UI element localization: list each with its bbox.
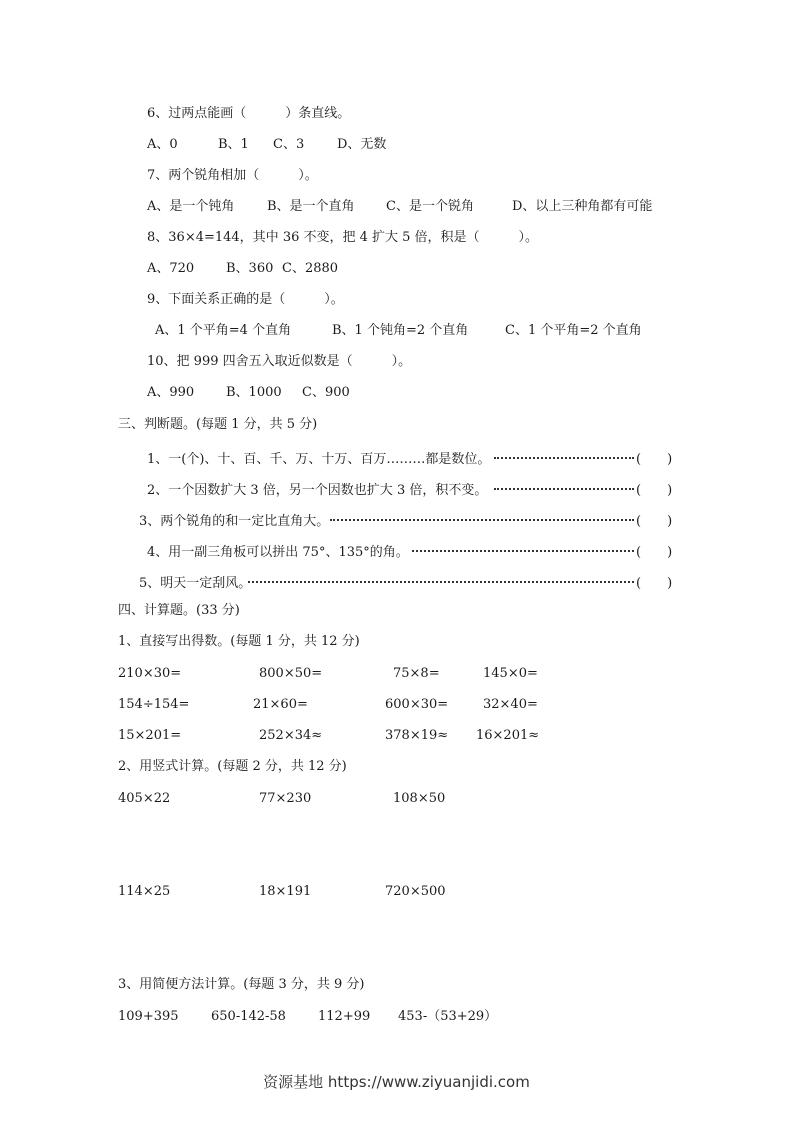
question-7-option-c: C、是一个锐角 xyxy=(386,199,474,214)
simplify-calc-item: 109+395 xyxy=(118,1009,179,1024)
judge-statement: 4、用一副三角板可以拼出 75°、135°的角。 xyxy=(147,545,409,560)
mental-calc-item: 378×19≈ xyxy=(385,728,449,743)
answer-bracket[interactable]: ( ) xyxy=(636,483,673,498)
calc-section-heading: 四、计算题。(33 分) xyxy=(118,603,240,618)
mental-calc-item: 15×201= xyxy=(118,728,182,743)
calc-part1-title: 1、直接写出得数。(每题 1 分，共 12 分) xyxy=(118,634,360,649)
dot-leader xyxy=(494,488,634,490)
mental-calc-item: 154÷154= xyxy=(118,697,190,712)
question-9-option-b: B、1 个钝角=2 个直角 xyxy=(332,323,469,338)
question-7-option-b: B、是一个直角 xyxy=(267,199,355,214)
question-8-option-b: B、360 xyxy=(226,261,274,276)
mental-calc-item: 145×0= xyxy=(483,666,538,681)
judge-section-heading: 三、判断题。(每题 1 分，共 5 分) xyxy=(118,417,318,432)
dot-leader xyxy=(330,519,634,521)
simplify-calc-item: 112+99 xyxy=(318,1009,371,1024)
vertical-calc-item: 108×50 xyxy=(393,791,446,806)
mental-calc-item: 800×50= xyxy=(259,666,323,681)
question-6-option-a: A、0 xyxy=(147,137,178,152)
dot-leader xyxy=(248,581,634,583)
question-6-option-c: C、3 xyxy=(273,137,305,152)
question-6-option-b: B、1 xyxy=(218,137,249,152)
mental-calc-item: 75×8= xyxy=(393,666,440,681)
footer-watermark: 资源基地 https://www.ziyuanjidi.com xyxy=(263,1073,530,1091)
question-7-option-d: D、以上三种角都有可能 xyxy=(512,199,653,214)
judge-item-5 xyxy=(0,572,793,591)
question-10-option-c: C、900 xyxy=(302,385,350,400)
answer-bracket[interactable]: ( ) xyxy=(636,514,673,529)
question-10-option-b: B、1000 xyxy=(226,385,282,400)
judge-statement: 2、一个因数扩大 3 倍，另一个因数也扩大 3 倍，积不变。 xyxy=(147,483,488,498)
dot-leader xyxy=(412,550,634,552)
question-10-option-a: A、990 xyxy=(147,385,195,400)
judge-statement: 1、一(个)、十、百、千、万、十万、百万………都是数位。 xyxy=(147,452,491,467)
mental-calc-item: 32×40= xyxy=(483,697,538,712)
dot-leader xyxy=(494,457,634,459)
judge-item-3 xyxy=(0,510,793,529)
mental-calc-item: 600×30= xyxy=(385,697,449,712)
mental-calc-item: 21×60= xyxy=(253,697,308,712)
question-8-option-a: A、720 xyxy=(147,261,195,276)
question-9-option-a: A、1 个平角=4 个直角 xyxy=(155,323,292,338)
judge-item-2 xyxy=(0,479,793,498)
simplify-calc-item: 650-142-58 xyxy=(211,1009,286,1024)
question-10-stem: 10、把 999 四舍五入取近似数是（ ）。 xyxy=(147,354,412,369)
judge-item-1 xyxy=(0,448,793,467)
vertical-calc-item: 720×500 xyxy=(385,884,446,899)
simplify-calc-item: 453-（53+29） xyxy=(398,1009,498,1024)
answer-bracket[interactable]: ( ) xyxy=(636,545,673,560)
question-9-stem: 9、下面关系正确的是（ ）。 xyxy=(147,292,344,307)
calc-part2-title: 2、用竖式计算。(每题 2 分，共 12 分) xyxy=(118,759,347,774)
question-6-option-d: D、无数 xyxy=(337,137,387,152)
question-7-option-a: A、是一个钝角 xyxy=(147,199,235,214)
judge-statement: 5、明天一定刮风。 xyxy=(139,576,252,591)
answer-bracket[interactable]: ( ) xyxy=(636,576,673,591)
vertical-calc-item: 77×230 xyxy=(259,791,312,806)
question-8-option-c: C、2880 xyxy=(282,261,339,276)
vertical-calc-item: 114×25 xyxy=(118,884,171,899)
vertical-calc-item: 18×191 xyxy=(259,884,312,899)
question-8-stem: 8、36×4=144，其中 36 不变，把 4 扩大 5 倍，积是（ ）。 xyxy=(147,230,539,245)
mental-calc-item: 16×201≈ xyxy=(476,728,540,743)
question-6-stem: 6、过两点能画（ ）条直线。 xyxy=(147,106,351,121)
mental-calc-item: 252×34≈ xyxy=(259,728,323,743)
mental-calc-item: 210×30= xyxy=(118,666,182,681)
answer-bracket[interactable]: ( ) xyxy=(636,452,673,467)
question-7-stem: 7、两个锐角相加（ ）。 xyxy=(147,168,318,183)
judge-statement: 3、两个锐角的和一定比直角大。 xyxy=(139,514,330,529)
question-9-option-c: C、1 个平角=2 个直角 xyxy=(505,323,642,338)
calc-part3-title: 3、用简便方法计算。(每题 3 分，共 9 分) xyxy=(118,977,365,992)
vertical-calc-item: 405×22 xyxy=(118,791,171,806)
judge-item-4 xyxy=(0,541,793,560)
